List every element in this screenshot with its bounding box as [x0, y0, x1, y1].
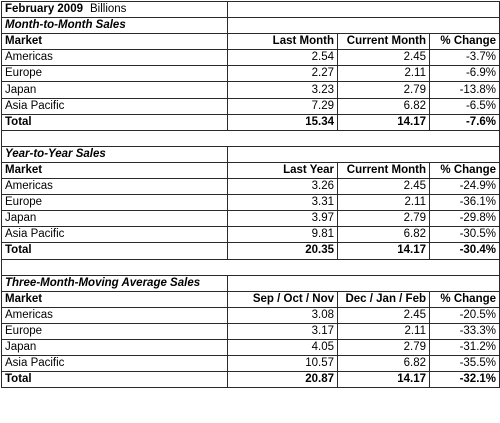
- value-cell: 7.29: [228, 98, 338, 114]
- value-cell: 2.79: [338, 211, 430, 227]
- value-cell: 3.97: [228, 211, 338, 227]
- market-name-cell: Europe: [2, 195, 228, 211]
- market-name-cell: Japan: [2, 211, 228, 227]
- value-cell: 9.81: [228, 227, 338, 243]
- value-cell: -29.8%: [430, 211, 500, 227]
- column-header-row: [2, 34, 500, 50]
- column-header: % Change: [430, 162, 500, 178]
- column-header: Last Year: [228, 162, 338, 178]
- table-row: [2, 227, 500, 243]
- total-value-cell: 20.35: [228, 243, 338, 259]
- value-cell: -3.7%: [430, 50, 500, 66]
- value-cell: 2.11: [338, 195, 430, 211]
- market-name-cell: Europe: [2, 323, 228, 339]
- market-name-cell: Japan: [2, 82, 228, 98]
- report-title: February 2009: [5, 3, 83, 16]
- value-cell: 2.54: [228, 50, 338, 66]
- value-cell: -36.1%: [430, 195, 500, 211]
- total-label-cell: Total: [2, 243, 228, 259]
- sales-table: [1, 1, 500, 388]
- column-header: Dec / Jan / Feb: [338, 291, 430, 307]
- column-header: Current Month: [338, 34, 430, 50]
- column-header: % Change: [430, 34, 500, 50]
- market-name-cell: Asia Pacific: [2, 356, 228, 372]
- column-header-row: [2, 291, 500, 307]
- value-cell: 2.45: [338, 50, 430, 66]
- market-name-cell: Americas: [2, 179, 228, 195]
- table-row: [2, 66, 500, 82]
- section-title-row: [2, 18, 500, 34]
- total-value-cell: 14.17: [338, 372, 430, 388]
- value-cell: 6.82: [338, 227, 430, 243]
- value-cell: -30.5%: [430, 227, 500, 243]
- value-cell: 2.79: [338, 339, 430, 355]
- value-cell: 4.05: [228, 339, 338, 355]
- market-name-cell: Americas: [2, 50, 228, 66]
- total-label-cell: Total: [2, 114, 228, 130]
- value-cell: -33.3%: [430, 323, 500, 339]
- value-cell: -20.5%: [430, 307, 500, 323]
- total-label-cell: Total: [2, 372, 228, 388]
- value-cell: 2.11: [338, 323, 430, 339]
- section-title-blank-cell: [228, 275, 500, 291]
- table-row: [2, 50, 500, 66]
- value-cell: -6.5%: [430, 98, 500, 114]
- column-header: Current Month: [338, 162, 430, 178]
- value-cell: -35.5%: [430, 356, 500, 372]
- value-cell: -13.8%: [430, 82, 500, 98]
- value-cell: 3.23: [228, 82, 338, 98]
- value-cell: 3.08: [228, 307, 338, 323]
- value-cell: -31.2%: [430, 339, 500, 355]
- market-name-cell: Japan: [2, 339, 228, 355]
- column-header: Market: [2, 291, 228, 307]
- sales-table-body: [2, 2, 500, 388]
- value-cell: 10.57: [228, 356, 338, 372]
- column-header: Market: [2, 162, 228, 178]
- value-cell: 3.26: [228, 179, 338, 195]
- total-value-cell: 14.17: [338, 243, 430, 259]
- section-title-three-month-moving-average-sales: Three-Month-Moving Average Sales: [2, 275, 228, 291]
- value-cell: -24.9%: [430, 179, 500, 195]
- spacer-row: [2, 130, 500, 146]
- total-value-cell: -30.4%: [430, 243, 500, 259]
- market-name-cell: Europe: [2, 66, 228, 82]
- value-cell: 2.79: [338, 82, 430, 98]
- value-cell: 2.27: [228, 66, 338, 82]
- section-title-year-to-year-sales: Year-to-Year Sales: [2, 146, 228, 162]
- section-title-blank-cell: [228, 18, 500, 34]
- table-row: [2, 82, 500, 98]
- value-cell: 3.17: [228, 323, 338, 339]
- column-header: Market: [2, 34, 228, 50]
- table-row: [2, 179, 500, 195]
- value-cell: 2.11: [338, 66, 430, 82]
- total-value-cell: 15.34: [228, 114, 338, 130]
- market-name-cell: Americas: [2, 307, 228, 323]
- value-cell: 3.31: [228, 195, 338, 211]
- title-blank-cell: [228, 2, 500, 18]
- total-value-cell: -32.1%: [430, 372, 500, 388]
- table-row: [2, 356, 500, 372]
- total-value-cell: 20.87: [228, 372, 338, 388]
- total-value-cell: -7.6%: [430, 114, 500, 130]
- spacer-cell: [2, 130, 500, 146]
- value-cell: -6.9%: [430, 66, 500, 82]
- value-cell: 2.45: [338, 307, 430, 323]
- section-title-row: [2, 275, 500, 291]
- table-row: [2, 323, 500, 339]
- section-title-month-to-month-sales: Month-to-Month Sales: [2, 18, 228, 34]
- spacer-row: [2, 259, 500, 275]
- column-header-row: [2, 162, 500, 178]
- report-unit: Billions: [90, 3, 127, 16]
- total-row: [2, 243, 500, 259]
- section-title-blank-cell: [228, 146, 500, 162]
- market-name-cell: Asia Pacific: [2, 227, 228, 243]
- value-cell: 2.45: [338, 179, 430, 195]
- total-value-cell: 14.17: [338, 114, 430, 130]
- title-cell: [2, 2, 228, 18]
- table-row: [2, 211, 500, 227]
- column-header: Last Month: [228, 34, 338, 50]
- spacer-cell: [2, 259, 500, 275]
- column-header: % Change: [430, 291, 500, 307]
- table-row: [2, 98, 500, 114]
- column-header: Sep / Oct / Nov: [228, 291, 338, 307]
- section-title-row: [2, 146, 500, 162]
- value-cell: 6.82: [338, 356, 430, 372]
- market-name-cell: Asia Pacific: [2, 98, 228, 114]
- value-cell: 6.82: [338, 98, 430, 114]
- table-row: [2, 307, 500, 323]
- total-row: [2, 372, 500, 388]
- total-row: [2, 114, 500, 130]
- title-row: [2, 2, 500, 18]
- table-row: [2, 195, 500, 211]
- table-row: [2, 339, 500, 355]
